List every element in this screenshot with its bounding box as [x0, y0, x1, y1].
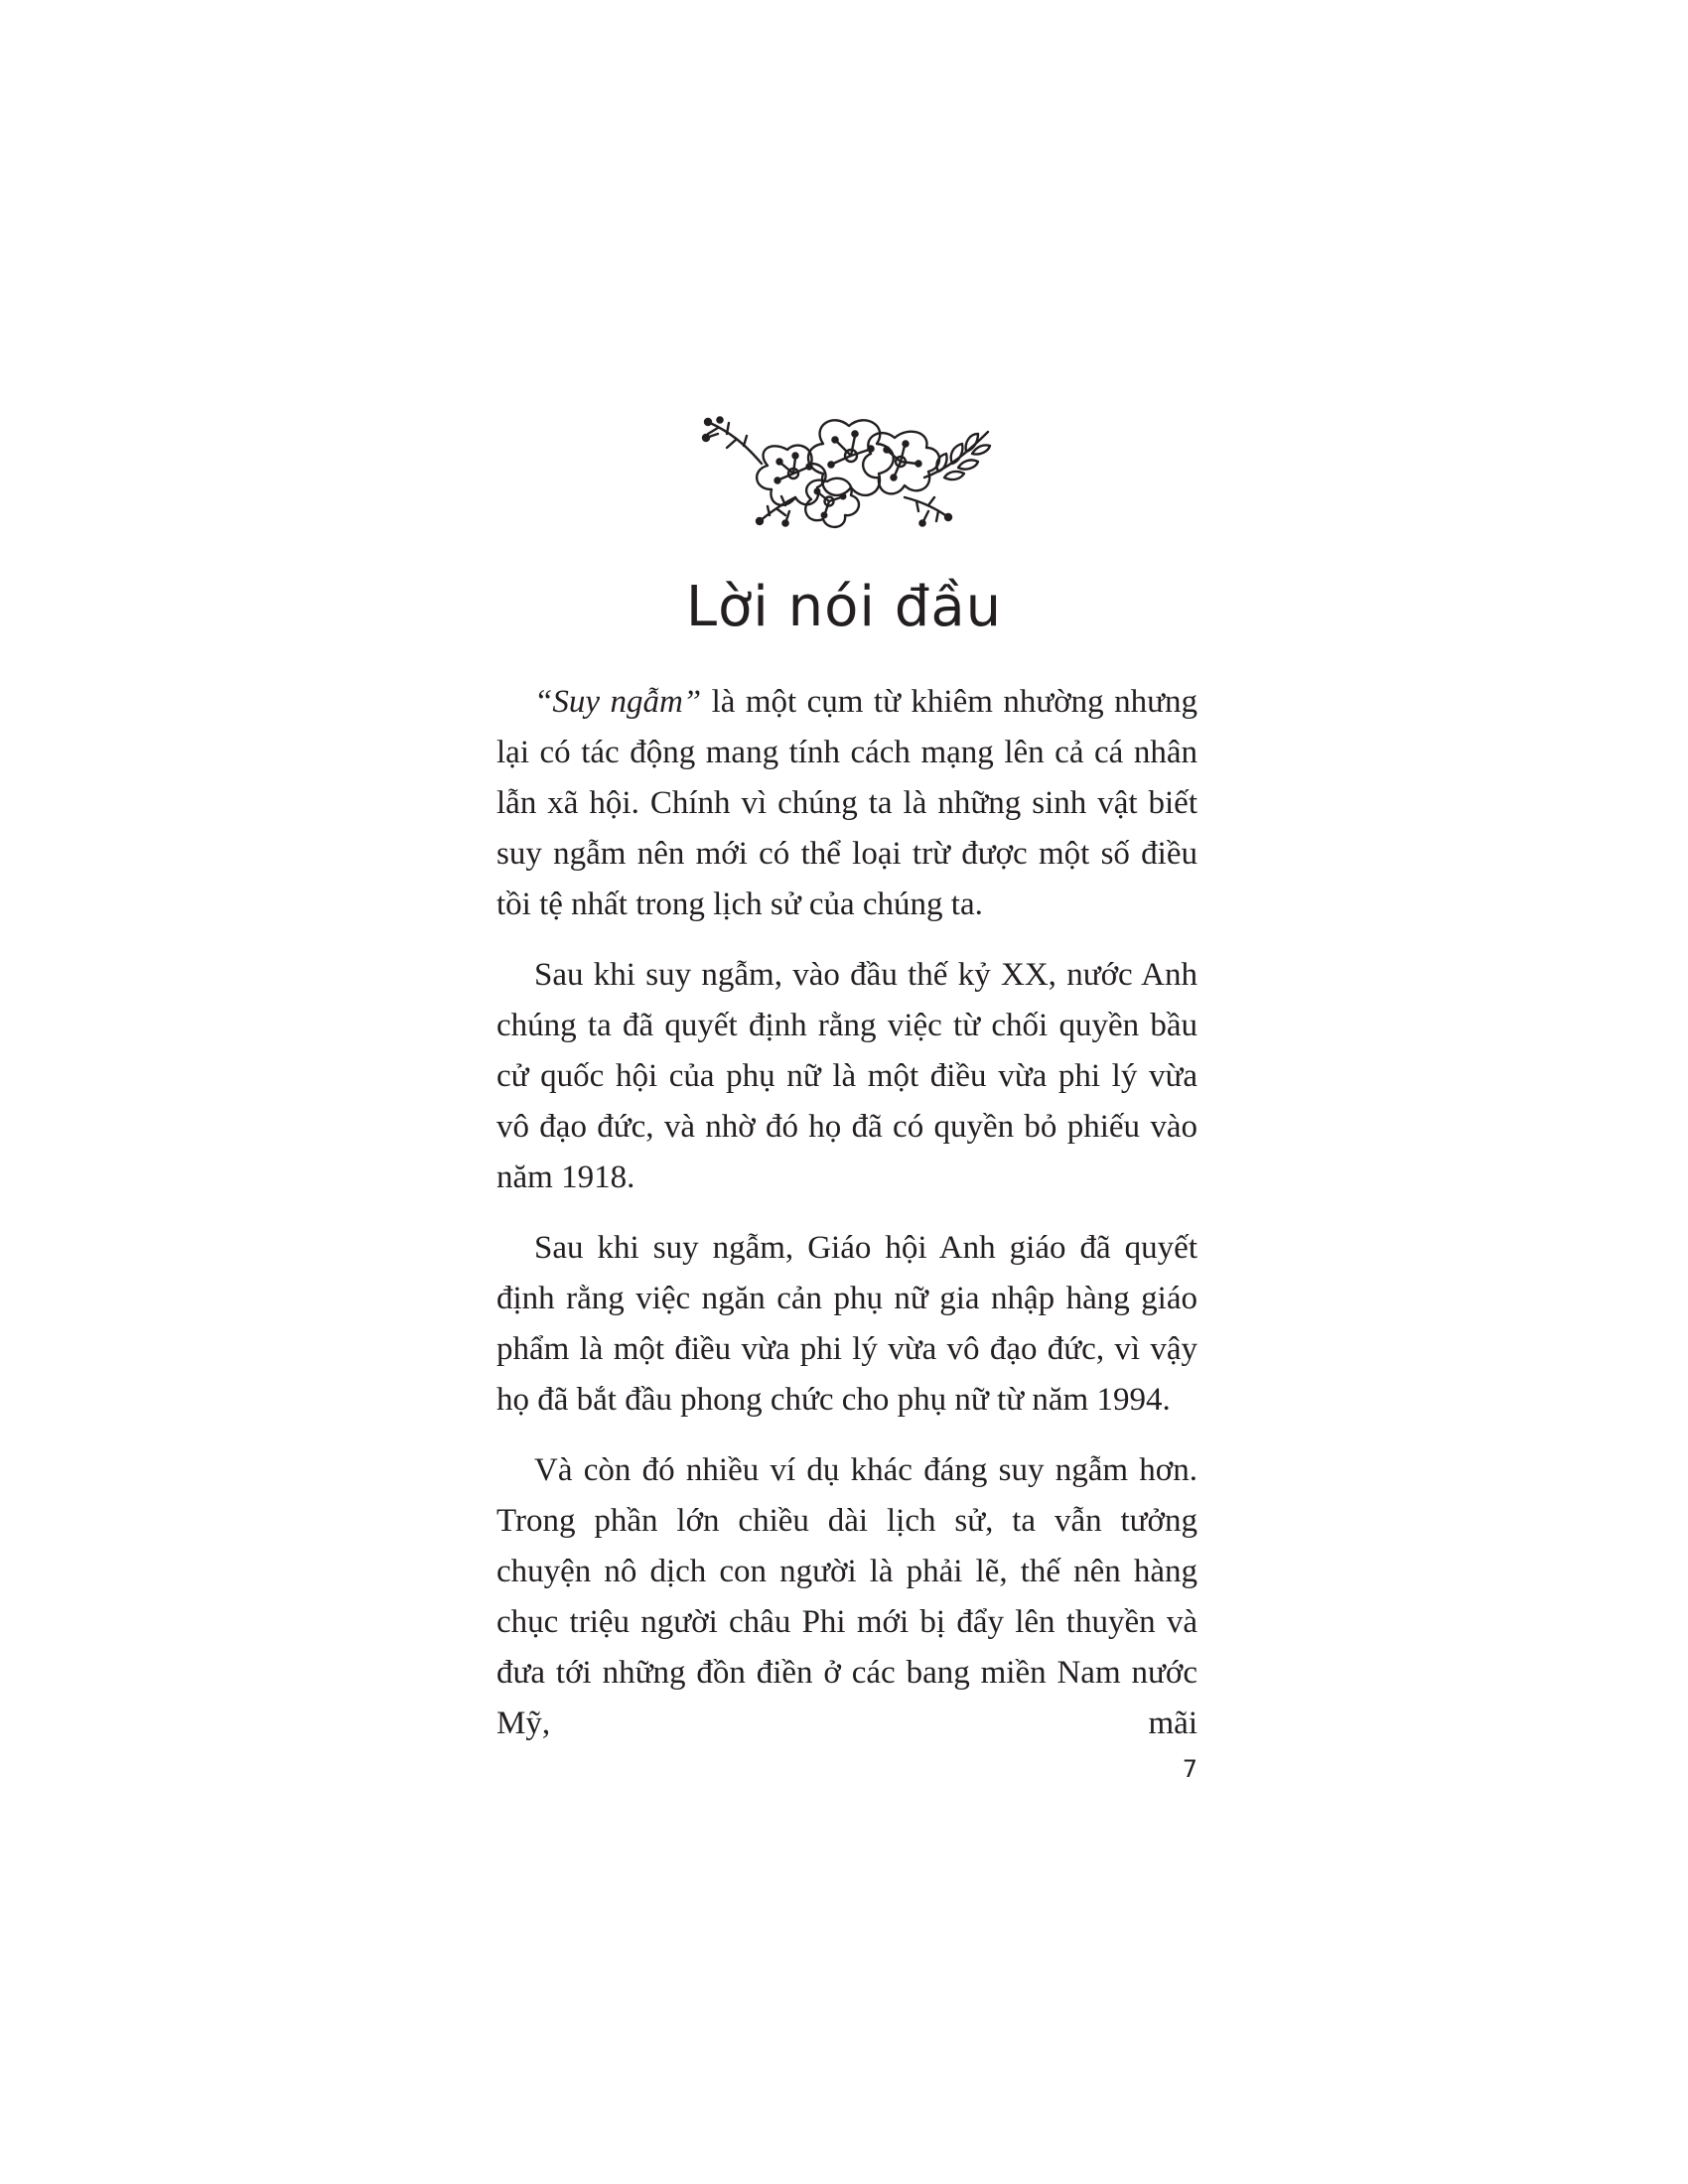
body-text — [496, 677, 1197, 1769]
page-number: 7 — [1182, 1755, 1197, 1783]
paragraph: Sau khi suy ngẫm, vào đầu thế kỷ XX, nước Anh chúng ta đã quyết định rằng việc từ chối quyền bầu cử quốc hội của phụ nữ là một điều vừa phi lý vừa vô đạo đức, và nhờ đó họ đã có quyền bỏ phiếu vào năm 1918. — [496, 957, 1197, 1195]
page-title: Lời nói đầu — [685, 575, 1003, 639]
paragraph: Sau khi suy ngẫm, Giáo hội Anh giáo đã quyết định rằng việc ngăn cản phụ nữ gia nhập hàng giáo phẩm là một điều vừa phi lý vừa vô đạo đức, vì vậy họ đã bắt đầu phong chức cho phụ nữ từ năm 1994. — [496, 1230, 1197, 1418]
paragraph: Và còn đó nhiều ví dụ khác đáng suy ngẫm hơn. Trong phần lớn chiều dài lịch sử, ta vẫn tưởng chuyện nô dịch con người là phải lẽ, thế nên hàng chục triệu người châu Phi mới bị đẩy lên thuyền và đưa tới những đồn điền ở các bang miền Nam nước Mỹ, mãi — [496, 1452, 1197, 1741]
paragraph — [496, 677, 1197, 930]
floral-ornament-icon — [700, 412, 998, 529]
paragraph-text: là một cụm từ khiêm nhường nhưng lại có tác động mang tính cách mạng lên cả cá nhân lẫn xã hội. Chính vì chúng ta là những sinh vật biết suy ngẫm nên mới có thể loại trừ được một số điều tồi tệ nhất trong lịch sử của chúng ta. — [496, 684, 1197, 922]
quoted-term: “Suy ngẫm” — [534, 684, 702, 720]
